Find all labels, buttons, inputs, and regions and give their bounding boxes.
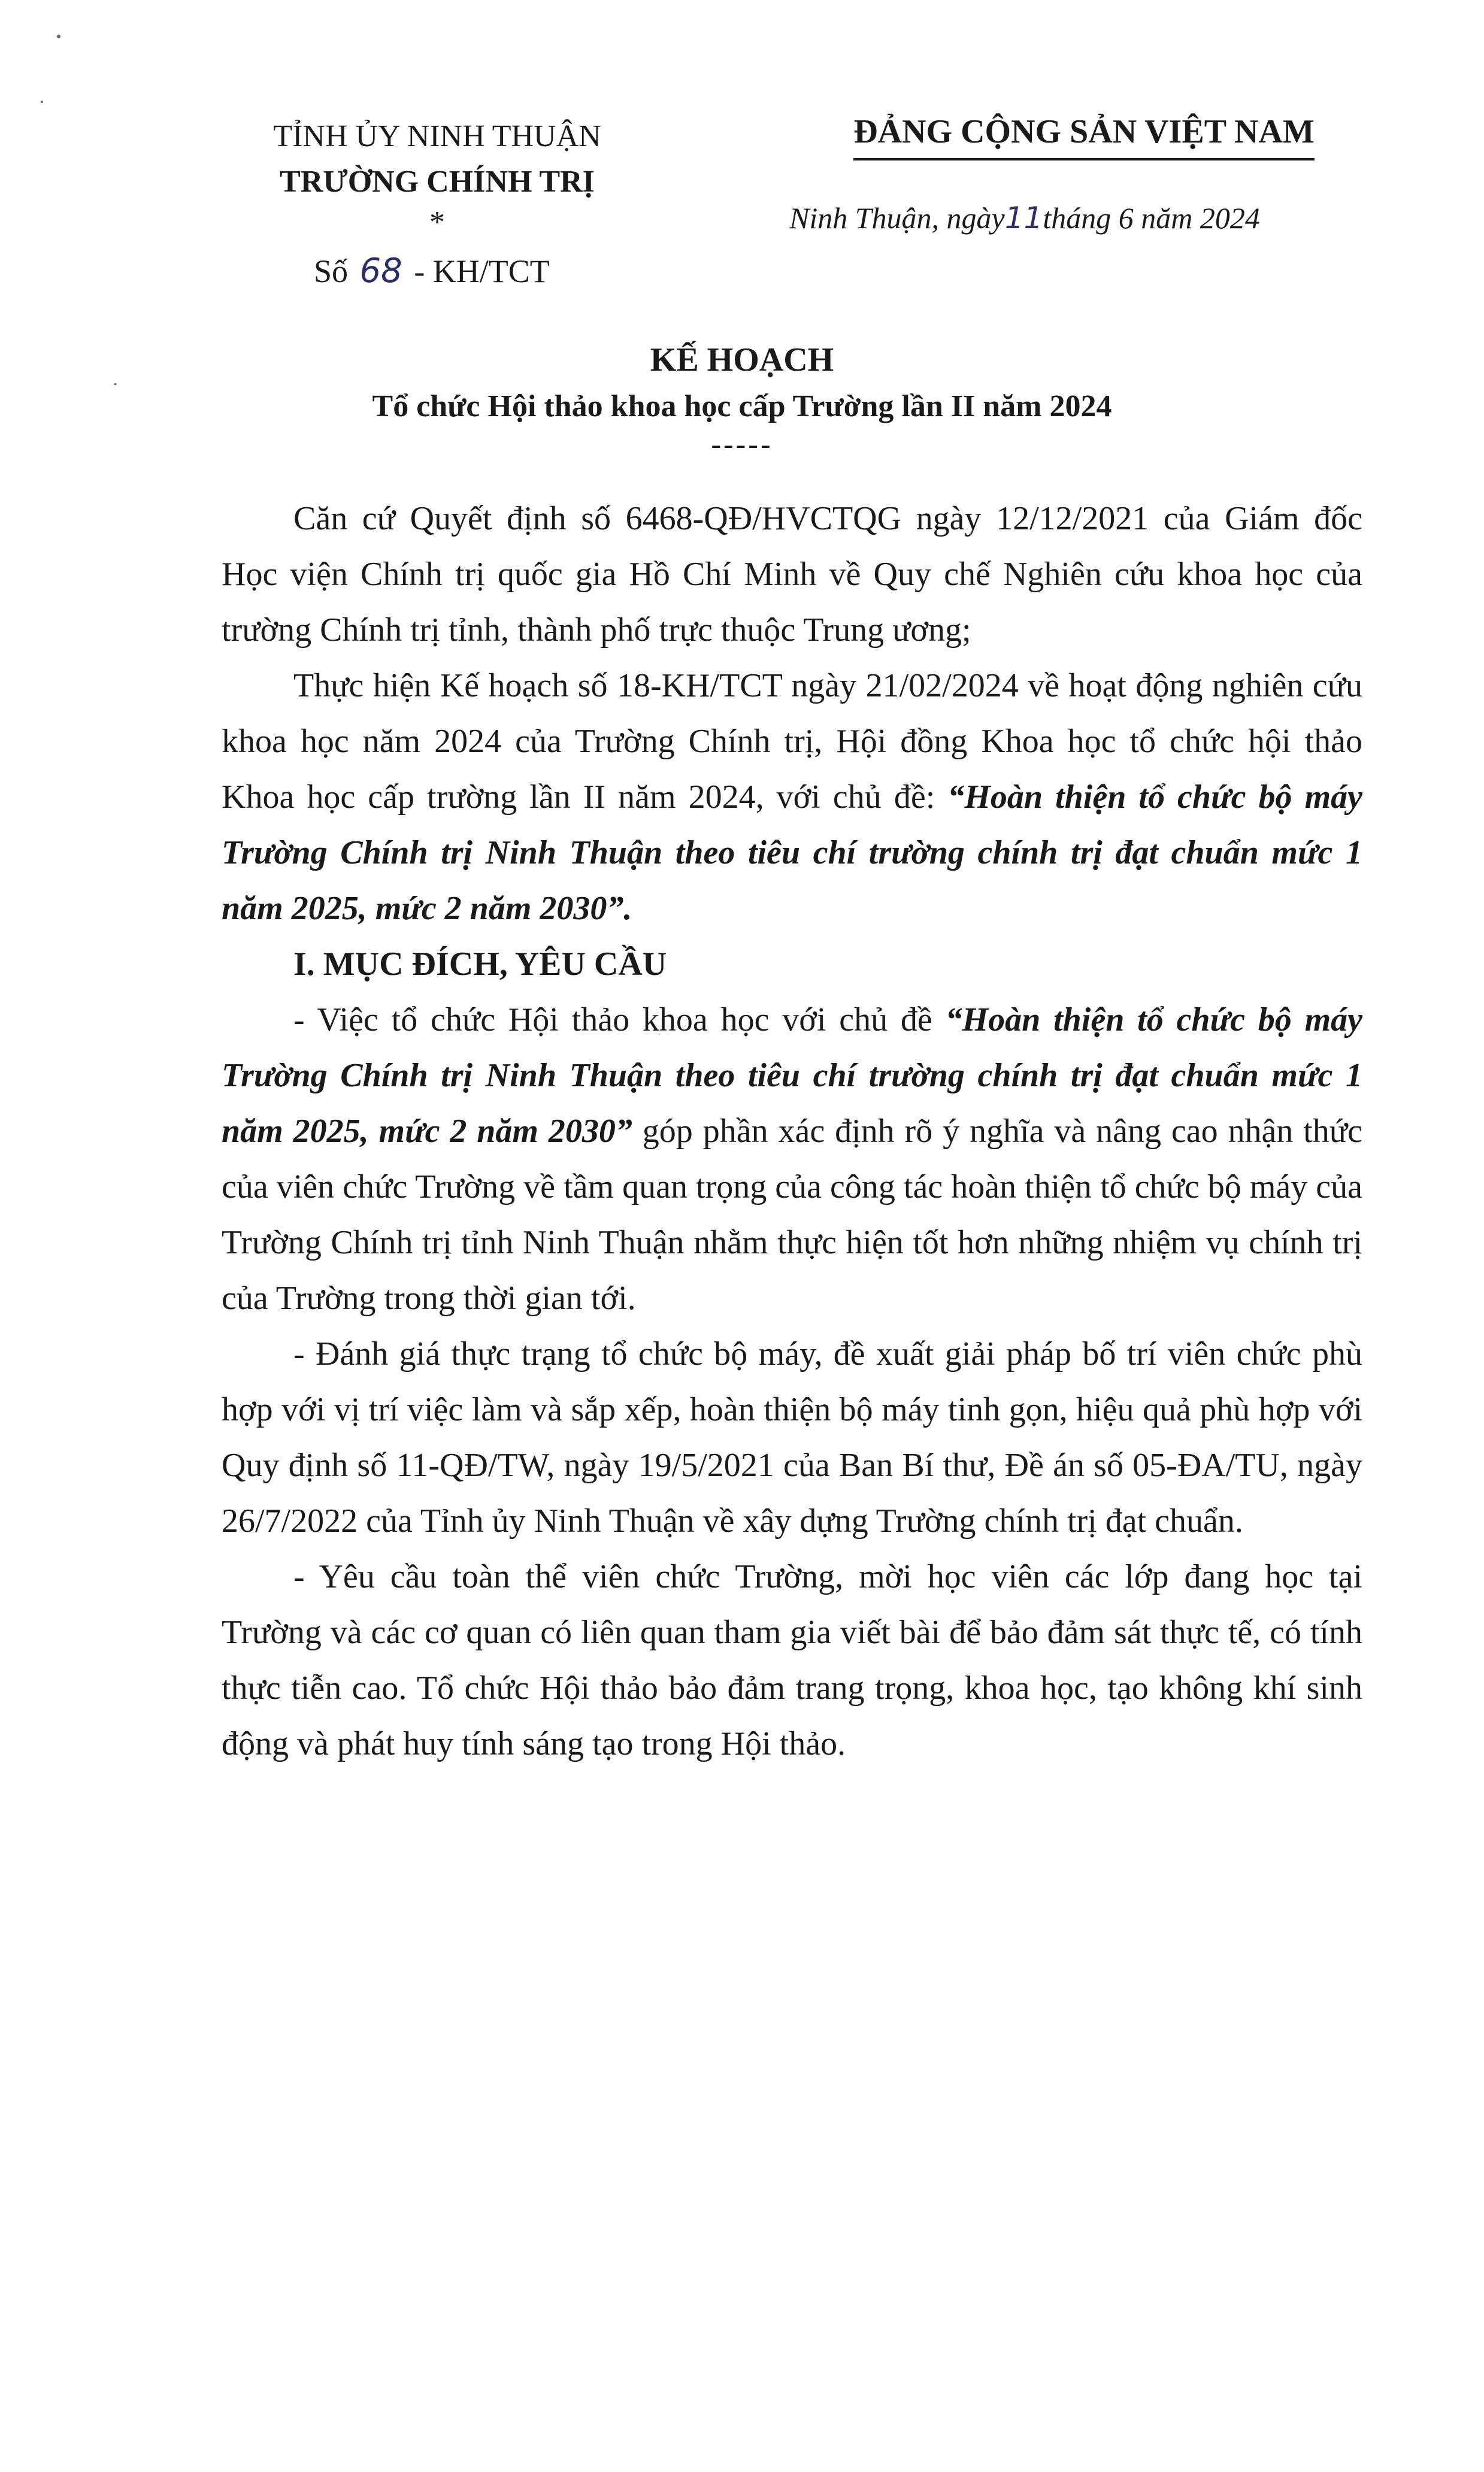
number-handwritten: 68 — [359, 252, 402, 290]
paragraph-implementation-text: Thực hiện Kế hoạch số 18-KH/TCT ngày 21/02/2024 về hoạt động nghiên cứu khoa học năm 2024 của Trường Chính trị, Hội đồng Khoa học tổ chức hội thảo Khoa học cấp trường lần II năm 2024, với chủ đề: — [222, 667, 1362, 816]
scan-speck — [57, 35, 60, 38]
document-subject: Tổ chức Hội thảo khoa học cấp Trường lần II năm 2024 — [372, 389, 1112, 423]
place-date — [789, 201, 1260, 235]
date-day-handwritten: 11 — [1004, 201, 1043, 235]
document-body — [222, 491, 1362, 1772]
paragraph-implementation — [222, 658, 1362, 937]
purpose-1-rest: góp phần xác định rõ ý nghĩa và nâng cao nhận thức của viên chức Trường về tầm quan trọng của công tác hoàn thiện tổ chức bộ máy của Trường Chính trị tỉnh Ninh Thuận nhằm thực hiện tốt hơn những nhiệm vụ chính trị của Trường trong thời gian tới. — [222, 1113, 1363, 1317]
purpose-1-prefix: - Việc tổ chức Hội thảo khoa học với chủ đề — [293, 1001, 946, 1038]
purpose-1-topic: “Hoàn thiện tổ chức bộ máy Trường Chính trị Ninh Thuận theo tiêu chí trường chính trị đạt chuẩn mức 1 năm 2025, mức 2 năm 2030” — [222, 1001, 1362, 1150]
seminar-topic: “Hoàn thiện tổ chức bộ máy Trường Chính trị Ninh Thuận theo tiêu chí trường chính trị đạt chuẩn mức 1 năm 2025, mức 2 năm 2030”. — [222, 778, 1362, 927]
scan-speck — [41, 101, 43, 103]
paragraph-purpose-1 — [222, 992, 1362, 1326]
star-mark: * — [429, 205, 445, 240]
document-number — [314, 252, 550, 290]
paragraph-basis: Căn cứ Quyết định số 6468-QĐ/HVCTQG ngày 12/12/2021 của Giám đốc Học viện Chính trị quốc gia Hồ Chí Minh về Quy chế Nghiên cứu khoa học của trường Chính trị tỉnh, thành phố trực thuộc Trung ương; — [222, 500, 1362, 649]
number-suffix: - KH/TCT — [414, 253, 550, 289]
date-suffix: tháng 6 năm 2024 — [1043, 201, 1260, 235]
issuing-agency — [228, 114, 647, 241]
title-separator: ----- — [711, 427, 773, 461]
paragraph-purpose-2: - Đánh giá thực trạng tổ chức bộ máy, đề xuất giải pháp bố trí viên chức phù hợp với vị trí việc làm và sắp xếp, hoàn thiện bộ máy tinh gọn, hiệu quả phù hợp với Quy định số 11-QĐ/TW, ngày 19/5/2021 của Ban Bí thư, Đề án số 05-ĐA/TU, ngày 26/7/2022 của Tỉnh ủy Ninh Thuận về xây dựng Trường chính trị đạt chuẩn. — [222, 1335, 1362, 1540]
organization-name: TRƯỜNG CHÍNH TRỊ — [280, 165, 595, 199]
document-type: KẾ HOẠCH — [650, 341, 834, 378]
paragraph-purpose-3: - Yêu cầu toàn thể viên chức Trường, mời học viên các lớp đang học tại Trường và các cơ quan có liên quan tham gia viết bài để bảo đảm sát thực tế, có tính thực tiễn cao. Tổ chức Hội thảo bảo đảm trang trọng, khoa học, tạo không khí sinh động và phát huy tính sáng tạo trong Hội thảo. — [222, 1558, 1362, 1762]
date-prefix: Ninh Thuận, ngày — [789, 201, 1005, 235]
parent-organization: TỈNH ỦY NINH THUẬN — [273, 119, 601, 153]
title-block — [0, 335, 1484, 459]
section-heading-purpose: I. MỤC ĐÍCH, YÊU CẦU — [293, 946, 667, 983]
party-name: ĐẢNG CỘNG SẢN VIỆT NAM — [853, 108, 1315, 160]
national-header — [832, 108, 1335, 160]
number-prefix: Số — [314, 253, 349, 289]
